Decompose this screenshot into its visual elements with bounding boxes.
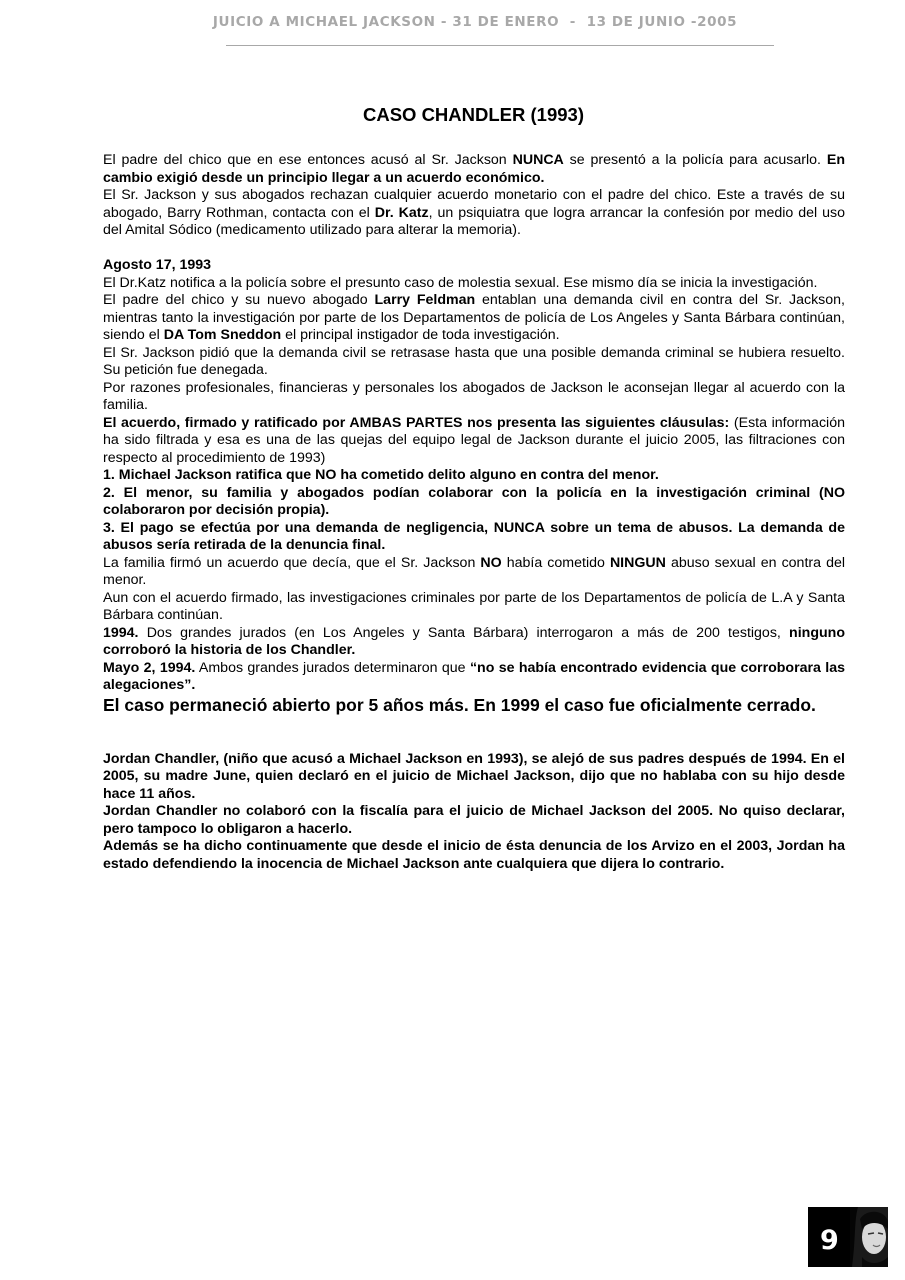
header-divider — [226, 45, 774, 46]
paragraph: 1994. Dos grandes jurados (en Los Angeles y Santa Bárbara) interrogaron a más de 200 testigos, ninguno corroboró la historia de los Chandler. — [103, 624, 845, 658]
paragraph: Además se ha dicho continuamente que desde el inicio de ésta denuncia de los Arvizo en el 2003, Jordan ha estado defendiendo la inocencia de Michael Jackson ante cualquiera que dijera lo contrario. — [103, 838, 845, 872]
paragraph: Mayo 2, 1994. Ambos grandes jurados determinaron que “no se había encontrado evidencia que corroborara las alegaciones”. — [103, 659, 845, 693]
spacer — [103, 733, 845, 751]
portrait-photo-icon — [850, 1207, 888, 1267]
page-number: 9 — [820, 1225, 839, 1256]
document-body — [103, 152, 845, 873]
paragraph: El Dr.Katz notifica a la policía sobre el presunto caso de molestia sexual. Ese mismo día se inicia la investigación. — [103, 274, 818, 291]
paragraph: El padre del chico y su nuevo abogado Larry Feldman entablan una demanda civil en contra del Sr. Jackson, mientras tanto la investigación por parte de los Departamentos de policía de Los Angeles y Santa Bárbara continúan, siendo el DA Tom Sneddon el principal instigador de toda investigación. — [103, 292, 845, 343]
section-date: Agosto 17, 1993 — [103, 257, 212, 273]
case-closed-statement: El caso permaneció abierto por 5 años más. En 1999 el caso fue oficialmente cerrado. — [103, 694, 816, 715]
page-number-box — [808, 1207, 888, 1267]
clause-item: 1. Michael Jackson ratifica que NO ha cometido delito alguno en contra del menor. — [103, 467, 659, 483]
paragraph: El Sr. Jackson pidió que la demanda civil se retrasase hasta que una posible demanda criminal se hubiera resuelto. Su petición fue denegada. — [103, 344, 845, 378]
paragraph: Jordan Chandler no colaboró con la fiscalía para el juicio de Michael Jackson del 2005. No quiso declarar, pero tampoco lo obligaron a hacerlo. — [103, 803, 845, 837]
paragraph: El acuerdo, firmado y ratificado por AMBAS PARTES nos presenta las siguientes cláusulas: (Esta información ha sido filtrada y esa es una de las quejas del equipo legal de Jackson durante el juicio 2005, las filtraciones con respecto al procedimiento de 1993) — [103, 414, 845, 466]
paragraph: El Sr. Jackson y sus abogados rechazan cualquier acuerdo monetario con el padre del chico. Este a través de su abogado, Barry Rothman, contacta con el Dr. Katz, un psiquiatra que logra arrancar la confesión por medio del uso del Amital Sódico (medicamento utilizado para alterar la memoria). — [103, 187, 845, 238]
paragraph: El padre del chico que en ese entonces acusó al Sr. Jackson NUNCA se presentó a la policía para acusarlo. En cambio exigió desde un principio llegar a un acuerdo económico. — [103, 152, 845, 186]
clause-item: 3. El pago se efectúa por una demanda de negligencia, NUNCA sobre un tema de abusos. La demanda de abusos sería retirada de la denuncia final. — [103, 519, 845, 553]
spacer — [103, 716, 845, 734]
page-title: CASO CHANDLER (1993) — [362, 104, 584, 125]
paragraph: Jordan Chandler, (niño que acusó a Michael Jackson en 1993), se alejó de sus padres después de 1994. En el 2005, su madre June, quien declaró en el juicio de Michael Jackson, dijo que no hablaba con su hijo desde hace 11 años. — [103, 750, 845, 802]
paragraph: Por razones profesionales, financieras y personales los abogados de Jackson le aconsejan llegar al acuerdo con la familia. — [103, 379, 845, 413]
running-header: JUICIO A MICHAEL JACKSON - 31 DE ENERO - 13 DE JUNIO -2005 — [212, 14, 738, 30]
clause-item: 2. El menor, su familia y abogados podían colaborar con la policía en la investigación criminal (NO colaboraron por decisión propia). — [103, 484, 845, 518]
paragraph: La familia firmó un acuerdo que decía, que el Sr. Jackson NO había cometido NINGUN abuso sexual en contra del menor. — [103, 554, 845, 588]
spacer — [103, 240, 845, 258]
paragraph: Aun con el acuerdo firmado, las investigaciones criminales por parte de los Departamentos de policía de L.A y Santa Bárbara continúan. — [103, 589, 845, 623]
